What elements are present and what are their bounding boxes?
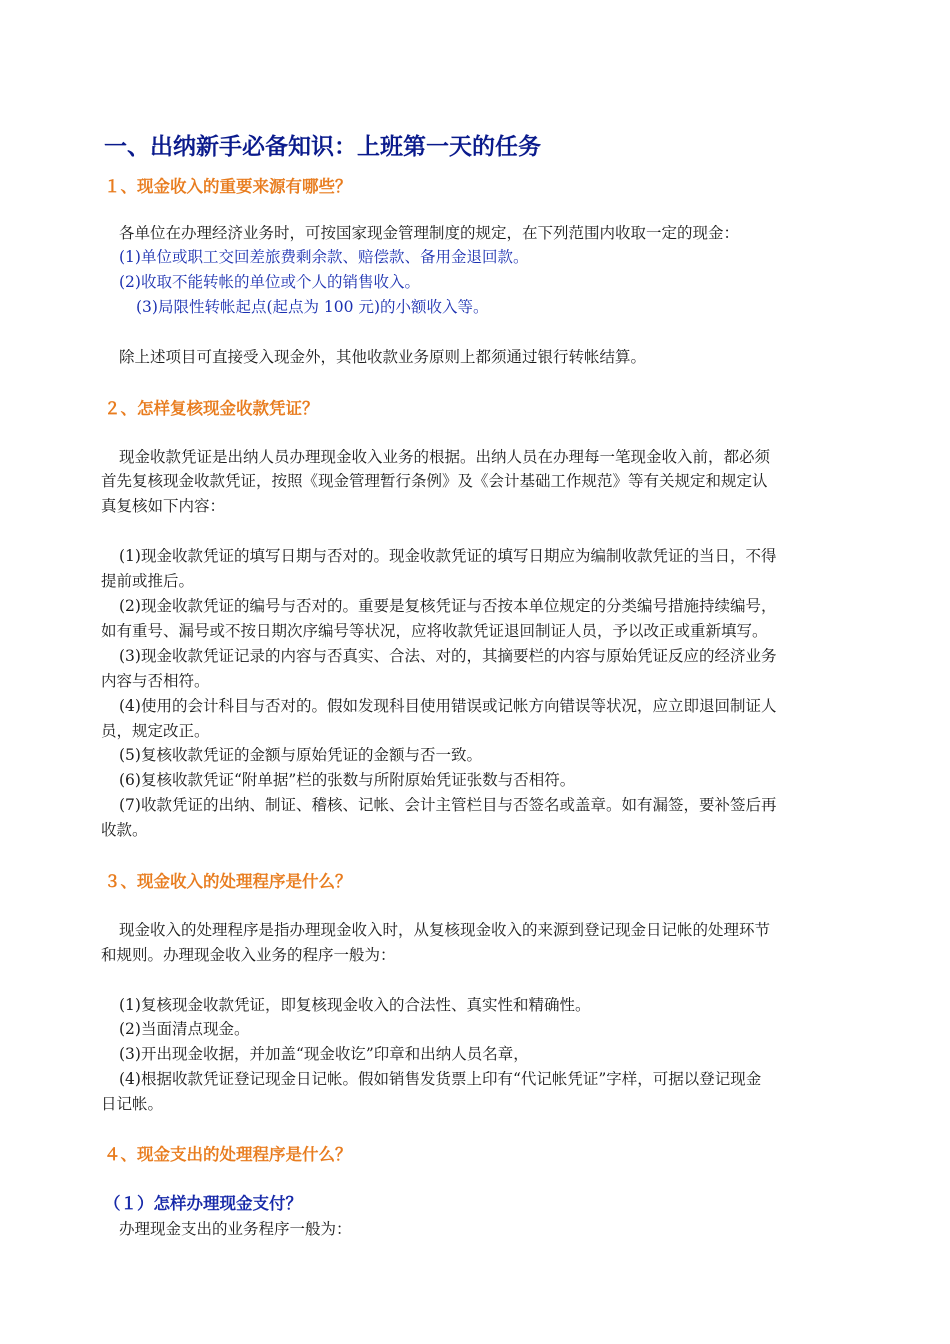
section-1-intro: 各单位在办理经济业务时，可按国家现金管理制度的规定，在下列范围内收取一定的现金： [119,224,740,242]
page-title: 一、出纳新手必备知识：上班第一天的任务 [104,134,541,160]
section-2-item-line: (2)现金收款凭证的编号与否对的。重要是复核凭证与否按本单位规定的分类编号措施持续编号， [119,597,777,615]
section-2-item-line: 员，规定改正。 [101,722,210,740]
section-2-heading: ２、怎样复核现金收款凭证？ [104,399,319,418]
section-1-item-1: (1)单位或职工交回差旅费剩余款、赔偿款、备用金退回款。 [119,248,529,266]
section-3-item-line: (4)根据收款凭证登记现金日记帐。假如销售发货票上印有“代记帐凭证”字样，可据以登记现金 [119,1070,762,1088]
section-2-item-line: (7)收款凭证的出纳、制证、稽核、记帐、会计主管栏目与否签名或盖章。如有漏签，要补签后再 [119,796,777,814]
section-1-item-3: (3)局限性转帐起点(起点为 100 元)的小额收入等。 [136,298,489,316]
section-2-item-line: (5)复核收款凭证的金额与原始凭证的金额与否一致。 [119,746,482,764]
section-2-item-line: 内容与否相符。 [101,672,210,690]
section-1-item-2: (2)收取不能转帐的单位或个人的销售收入。 [119,273,420,291]
section-2-item-line: 如有重号、漏号或不按日期次序编号等状况，应将收款凭证退回制证人员，予以改正或重新填写。 [101,622,768,640]
section-3-item-line: 日记帐。 [101,1095,164,1113]
section-3-item-line: (3)开出现金收据，并加盖“现金收讫”印章和出纳人员名章， [119,1045,529,1063]
section-4-subheading: （１）怎样办理现金支付？ [104,1194,302,1213]
section-3-item-line: (2)当面清点现金。 [119,1020,250,1038]
section-4-heading: ４、现金支出的处理程序是什么？ [104,1145,352,1164]
section-1-closing: 除上述项目可直接受入现金外，其他收款业务原则上都须通过银行转帐结算。 [119,348,647,366]
section-1-heading: １、现金收入的重要来源有哪些？ [104,177,352,196]
section-4-sub-text: 办理现金支出的业务程序一般为： [119,1220,352,1238]
section-3-item-line: (1)复核现金收款凭证，即复核现金收入的合法性、真实性和精确性。 [119,996,591,1014]
section-2-intro-line-2: 首先复核现金收款凭证，按照《现金管理暂行条例》及《会计基础工作规范》等有关规定和规定认 [101,472,768,490]
section-2-item-line: 收款。 [101,821,148,839]
section-3-heading: ３、现金收入的处理程序是什么？ [104,872,352,891]
section-2-intro-line-1: 现金收款凭证是出纳人员办理现金收入业务的根据。出纳人员在办理每一笔现金收入前，都必须 [119,448,771,466]
section-3-intro-line-2: 和规则。办理现金收入业务的程序一般为： [101,946,396,964]
section-3-intro-line-1: 现金收入的处理程序是指办理现金收入时，从复核现金收入的来源到登记现金日记帐的处理环节 [119,921,771,939]
section-2-item-line: (4)使用的会计科目与否对的。假如发现科目使用错误或记帐方向错误等状况，应立即退回制证人 [119,697,777,715]
section-2-item-line: (6)复核收款凭证“附单据”栏的张数与所附原始凭证张数与否相符。 [119,771,576,789]
section-2-item-line: (1)现金收款凭证的填写日期与否对的。现金收款凭证的填写日期应为编制收款凭证的当日，不得 [119,547,777,565]
section-2-item-line: (3)现金收款凭证记录的内容与否真实、合法、对的，其摘要栏的内容与原始凭证反应的经济业务 [119,647,777,665]
section-2-intro-line-3: 真复核如下内容： [101,497,226,515]
section-2-item-line: 提前或推后。 [101,572,195,590]
